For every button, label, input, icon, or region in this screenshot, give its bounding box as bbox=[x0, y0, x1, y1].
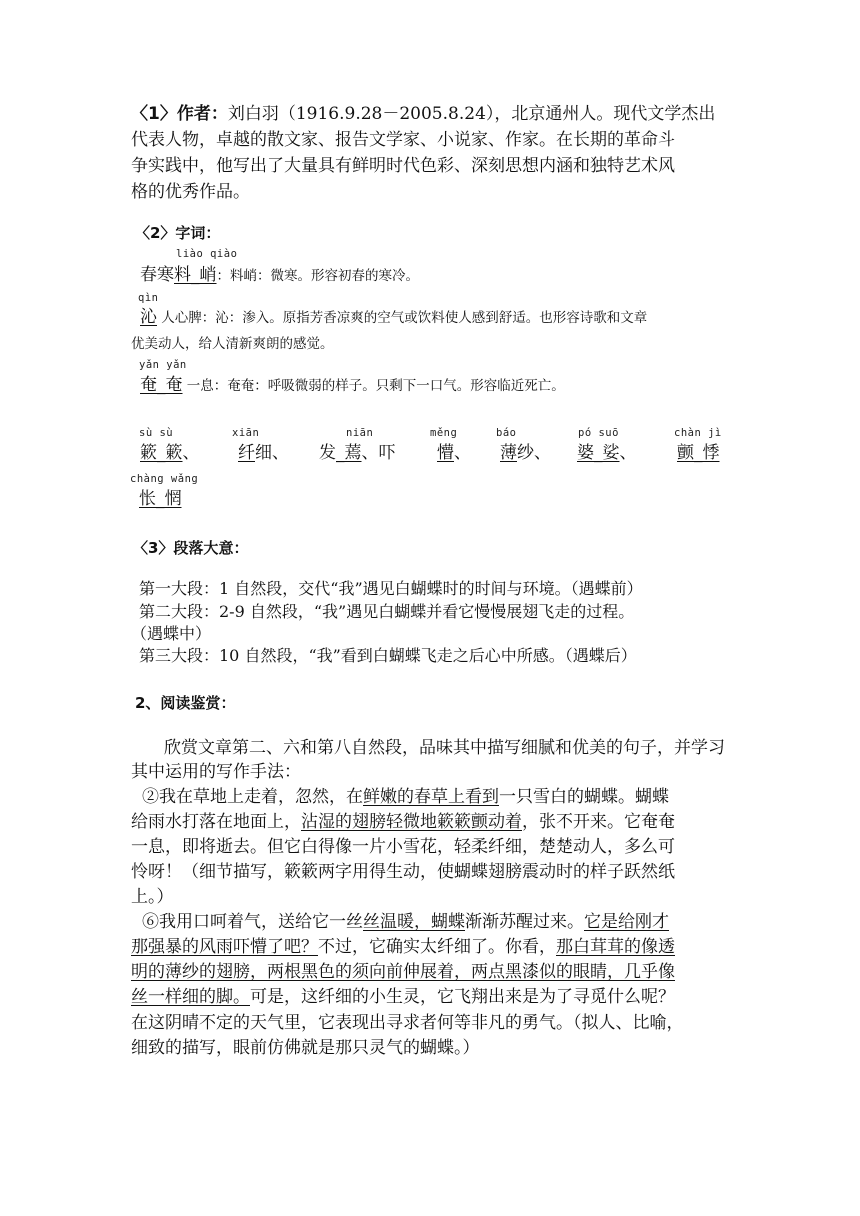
row-word-meng bbox=[437, 438, 471, 463]
word-susu: 簌_簌 bbox=[140, 443, 183, 463]
b1-underlined-2: 它是给刚才 bbox=[584, 912, 669, 932]
def-qin: 人心脾：沁：渗入。原指芳香凉爽的空气或饮料使人感到舒适。也形容诗歌和文章 bbox=[157, 310, 648, 326]
summary-p2-cont: （遇蝶中） bbox=[131, 624, 212, 643]
b2-underlined-1: 那强暴的风雨吓懵了吧？ bbox=[131, 937, 318, 957]
summary-p2: 第二大段：2-9 自然段，“我”遇见白蝴蝶并看它慢慢展翅飞走的过程。 bbox=[139, 602, 635, 621]
author-line-2: 代表人物，卓越的散文家、报告文学家、小说家、作家。在长期的革命斗 bbox=[131, 130, 675, 150]
author-line-3: 争实践中，他写出了大量具有鲜明时代色彩、深刻思想内涵和独特艺术风 bbox=[131, 156, 675, 176]
word-posuo: 婆_娑 bbox=[577, 443, 620, 463]
author-line-1 bbox=[131, 103, 715, 125]
reading-b-line-6: 细致的描写，眼前仿佛就是那只灵气的蝴蝶。） bbox=[131, 1038, 480, 1058]
pinyin-changwang: chàng wǎng bbox=[130, 473, 199, 485]
sep-bao: 纱、 bbox=[517, 443, 551, 463]
vocab-word-liaoqiao bbox=[140, 260, 419, 285]
pinyin-bao: báo bbox=[496, 427, 517, 439]
a2-pre: 给雨水打落在地面上， bbox=[131, 812, 301, 832]
reading-a-line-1 bbox=[142, 786, 669, 808]
def-qin-cont: 优美动人，给人清新爽朗的感觉。 bbox=[131, 336, 334, 352]
word-qin: 沁 bbox=[140, 307, 157, 327]
word-bao: 薄 bbox=[500, 443, 517, 463]
reading-b-line-1 bbox=[142, 911, 669, 933]
word-changwang: 怅_惘 bbox=[139, 489, 182, 509]
reading-b-line-4 bbox=[131, 986, 675, 1008]
sep-xian: 细、 bbox=[255, 443, 289, 463]
pinyin-susu: sù sù bbox=[139, 427, 174, 439]
b4-underlined: 丝一样细的脚。 bbox=[131, 987, 250, 1007]
row-word-posuo bbox=[577, 438, 637, 463]
def-liaoqiao: ：料峭：微寒。形容初春的寒冷。 bbox=[216, 268, 419, 284]
summary-heading: 〈3〉段落大意： bbox=[133, 539, 249, 557]
pinyin-chanji: chàn jì bbox=[674, 427, 722, 439]
reading-intro-2: 其中运用的写作手法： bbox=[131, 762, 301, 782]
pinyin-nian: niān bbox=[346, 427, 374, 439]
row-word-chanji bbox=[677, 438, 720, 463]
row-word-bao bbox=[500, 438, 551, 463]
b2-underlined-2: 那白茸茸的像透 bbox=[556, 937, 675, 957]
reading-b-line-3 bbox=[131, 961, 675, 983]
word-liaoqiao: 料_峭 bbox=[174, 265, 217, 285]
row-word-changwang bbox=[139, 484, 182, 509]
a2-underlined: 沾湿的翅膀轻微地簌簌颤动着 bbox=[301, 812, 522, 832]
a1-pre: ②我在草地上走着，忽然，在 bbox=[142, 787, 363, 807]
b1-pre: ⑥我用口呵着气，送给它一丝 bbox=[142, 912, 363, 932]
reading-intro-1: 欣赏文章第二、六和第八自然段，品味其中描写细腻和优美的句子，并学习 bbox=[164, 738, 725, 758]
b4-post: 可是，这纤细的小生灵，它飞翔出来是为了寻觅什么呢？ bbox=[250, 987, 675, 1007]
reading-a-line-5: 上。） bbox=[131, 887, 174, 907]
vocab-prefix-chunhan: 春寒 bbox=[140, 265, 174, 285]
vocab-word-yanyan bbox=[140, 370, 565, 395]
reading-b-line-2 bbox=[131, 936, 675, 958]
b3-underlined: 明的薄纱的翅膀，两根黑色的须向前伸展着，两点黑漆似的眼睛，几乎像 bbox=[131, 962, 675, 982]
sep-posuo: 、 bbox=[619, 443, 637, 463]
row-word-nian bbox=[319, 438, 396, 463]
word-meng: 懵 bbox=[437, 443, 454, 463]
row-word-susu bbox=[140, 438, 200, 463]
word-xian: 纤 bbox=[238, 443, 255, 463]
vocab-word-qin bbox=[140, 302, 647, 327]
author-line-4: 格的优秀作品。 bbox=[131, 182, 250, 202]
pinyin-liaoqiao: liào qiào bbox=[176, 248, 238, 260]
pinyin-posuo: pó suō bbox=[578, 427, 619, 439]
prefix-fa: 发 bbox=[319, 443, 336, 463]
pinyin-qin: qìn bbox=[138, 292, 159, 304]
pinyin-yanyan: yǎn yǎn bbox=[139, 359, 187, 371]
a1-underlined: 鲜嫩的春草上看到 bbox=[363, 787, 499, 807]
def-yanyan: 一息：奄奄：呼吸微弱的样子。只剩下一口气。形容临近死亡。 bbox=[182, 378, 565, 394]
summary-p3: 第三大段：10 自然段，“我”看到白蝴蝶飞走之后心中所感。（遇蝶后） bbox=[139, 646, 637, 665]
sep-nian: 、吓 bbox=[361, 443, 396, 463]
summary-p1: 第一大段：1 自然段，交代“我”遇见白蝴蝶时的时间与环境。（遇蝶前） bbox=[139, 579, 643, 598]
b2-mid: 不过，它确实太纤细了。你看， bbox=[318, 937, 556, 957]
a2-post: ，张不开来。它奄奄 bbox=[522, 812, 675, 832]
word-chanji: 颤_悸 bbox=[677, 443, 720, 463]
reading-a-line-4: 怜呀！（细节描写，簌簌两字用得生动，使蝴蝶翅膀震动时的样子跃然纸 bbox=[131, 862, 675, 882]
pinyin-meng: měng bbox=[430, 427, 458, 439]
pinyin-xian: xiān bbox=[232, 427, 260, 439]
reading-b-line-5: 在这阴晴不定的天气里，它表现出寻求者何等非凡的勇气。（拟人、比喻， bbox=[131, 1013, 684, 1033]
row-word-xian bbox=[238, 438, 289, 463]
word-nian: _蔫 bbox=[336, 443, 362, 463]
reading-a-line-3: 一息，即将逝去。但它白得像一片小雪花，轻柔纤细，楚楚动人，多么可 bbox=[131, 837, 675, 857]
sep-meng: 、 bbox=[454, 443, 471, 463]
sep-susu: 、 bbox=[182, 443, 200, 463]
b1-underlined-1: 丝温暖，蝴蝶 bbox=[363, 912, 465, 932]
a1-post: 一只雪白的蝴蝶。蝴蝶 bbox=[499, 787, 669, 807]
author-line-1-text: 刘白羽（1916.9.28－2005.8.24），北京通州人。现代文学杰出 bbox=[227, 104, 716, 124]
word-yanyan: 奄_奄 bbox=[140, 375, 183, 395]
vocab-heading: 〈2〉字词： bbox=[135, 224, 221, 242]
reading-a-line-2 bbox=[131, 811, 675, 833]
b1-mid: 渐渐苏醒过来。 bbox=[465, 912, 584, 932]
reading-heading: 2、阅读鉴赏： bbox=[135, 694, 236, 712]
author-label: 〈1〉作者： bbox=[131, 104, 228, 124]
